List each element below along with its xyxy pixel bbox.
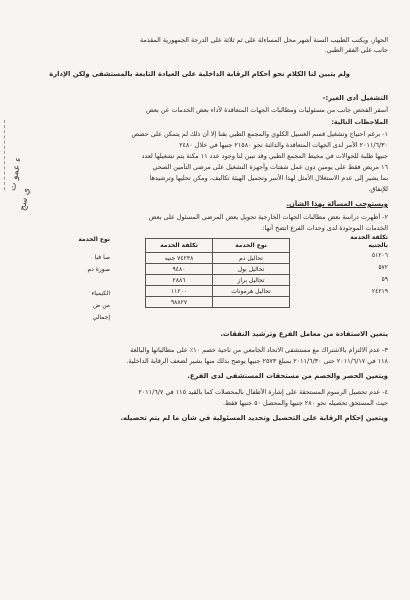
- text-line: الخدمات الموجودة لدى وحدات الفرع اتضح أنها:: [262, 224, 388, 232]
- service-type: تحاليل هرمونات: [213, 286, 290, 297]
- text-line: ١١٨ في ٢٠١١/٦/١٧ حتى ٢٠١١/٦/٣٠ بمبلغ ٢٥٧٣ جنيها يوضح بذلك منها بشير لضعف الرقابة الداخلية.: [126, 357, 388, 365]
- side-value: الكيمياء: [91, 290, 110, 297]
- side-value: [58, 276, 110, 288]
- column-header-cost: تكلفة الخدمة: [146, 239, 213, 253]
- text-line: ٣- عدم الالتزام بالاشتراك مع مستشفى الاتحاد الجامعي من ناحية خصم ١٠٪ على مطالباتها والبالغة: [130, 346, 388, 354]
- table-row: [146, 286, 290, 297]
- section-heading: ويتعين إحكام الرقابة على التحصيل وتحديد المسئولية في شأن ما لم يتم تحصيله.: [120, 414, 388, 422]
- text-line: ٢٠١١/٦/٣٠ الأمر لدى الجهات المتعاقدة والدائنة نحو ٢١٥٨٠ جنيها في خلال ٢٤٨٠: [179, 141, 388, 149]
- service-cost: ٩٤٨٠: [146, 264, 213, 275]
- service-cost: ١١٢٠٠: [146, 286, 213, 297]
- service-type: [213, 297, 290, 308]
- text-line: ١٦ مريض فقط على يومين دون عمل شفتات وأجهزة التشغيل على مرضى التأمين الصحي: [152, 163, 388, 171]
- total-cost: ٩٨٨٢٧: [146, 297, 213, 308]
- table-total-row: [146, 297, 290, 308]
- section-heading: ويستوجب المسألة بهذا الشأن.: [286, 200, 388, 208]
- side-value: ٥٩: [381, 276, 388, 283]
- side-value: من ض: [93, 302, 110, 309]
- text-line: للإنفاق.: [368, 185, 388, 193]
- service-type: تحاليل بول: [213, 264, 290, 275]
- table-header-row: [146, 239, 290, 253]
- side-column-left: [58, 236, 110, 324]
- text-line: الجهاز، ويكتب الطبيب السنة أشهر محل المساءلة على ثم ثلاثة على الدرجة الجمهورية المقدمة: [139, 36, 388, 44]
- text-line: أسفر الفحص جانب من مسئوليات ومطالبات الجهات المتعاقدة لأداء بعض الخدمات عن بعض: [146, 106, 388, 114]
- column-header-type: نوع الخدمة: [213, 239, 290, 253]
- services-table: [145, 238, 290, 308]
- table-row: [146, 275, 290, 286]
- side-value: إجمالي: [92, 314, 110, 321]
- side-value: ٥١٢٠٦: [371, 252, 388, 259]
- text-line: ٤- عدم تحصيل الرسوم المستحقة على إشارة الأطفال بالمحصلات كما بالقيد ١١٥ في ٢٠١١/٦/٧: [138, 388, 388, 396]
- text-line: بما يشير إلى عدم الاستغلال الأمثل لهذا الأسر وتحميل الهيئة تكاليف، ومكن تحليها وترشيدها: [149, 174, 388, 182]
- service-type: تحاليل دم: [213, 253, 290, 264]
- table-row: [146, 253, 290, 264]
- handwritten-margin-note: ء عمو ت: [8, 156, 24, 192]
- margin-mark: [4, 120, 19, 190]
- text-line: ٢- أظهرت دراسة بعض مطالبات الجهات الخارجية تحويل بعض المرضى المسئول على بعض: [148, 213, 388, 221]
- side-column-right: [340, 234, 388, 298]
- side-column-header: نوع الخدمة: [78, 236, 110, 243]
- side-value: ٢٤٢١٩: [371, 288, 388, 295]
- section-heading: التشغيل أدى الغير:-: [322, 94, 388, 102]
- section-heading: ويتعين الحصر والخصم من مستحقات المستشفى لدى الفرع.: [187, 372, 388, 380]
- side-value: ٥٧٢: [378, 264, 388, 271]
- side-value: صا فيا: [94, 254, 110, 261]
- section-heading: يتعين الاستفادة من معامل الفرع وترشيد النفقات.: [220, 330, 388, 338]
- text-line: جنيها طلبة للحوالات في محيط المجمع الطبي وقد تبين لنا وجود عدد ١١ مكنة يتم تشغيلها لعدد: [141, 152, 388, 160]
- service-type: تحاليل براز: [213, 275, 290, 286]
- text-line: جانب على الفقر الطبي.: [324, 46, 388, 54]
- service-cost: ٧٤٢٣٨ جنيه: [146, 253, 213, 264]
- service-cost: ٢٨٨٦: [146, 275, 213, 286]
- section-heading: ولم يتبين لنا الكلام نحو أحكام الرقابة الداخلية على العيادة التابعة بالمستشفى ولكن الإدارة: [49, 70, 350, 78]
- text-line: ١- برغم احتياج وتشغيل قسم الغسيل الكلوي والمجمع الطبي بقنا إلا أن ذلك لم يتمكن على حصص: [131, 130, 388, 138]
- text-line: الملاحظات التالية:: [331, 118, 388, 126]
- side-column-header: تكلفة الخدمة بالجنيه: [350, 234, 388, 249]
- text-line: حيث المستحق تحصيله نحو ٢٨٠ جنيها والمحصل ٥٠ جنيها فقط.: [222, 399, 388, 407]
- side-value: صورة دم: [87, 266, 110, 273]
- handwritten-margin-note: ي سج: [18, 187, 32, 212]
- table-row: [146, 264, 290, 275]
